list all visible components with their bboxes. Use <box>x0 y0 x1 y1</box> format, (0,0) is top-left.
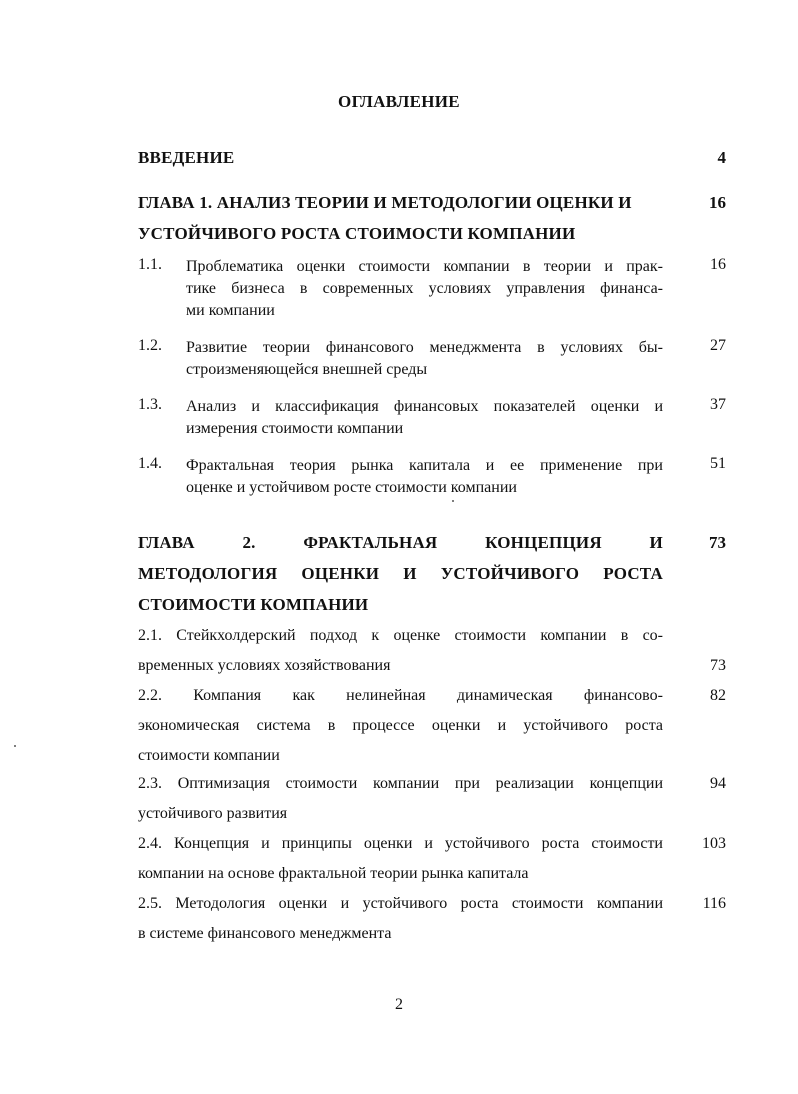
section-1-2-page: 27 <box>710 337 726 354</box>
toc-word: УСТОЙЧИВОГО <box>440 564 580 583</box>
section-2-1-text <box>138 621 663 681</box>
toc-word: динамическая <box>456 687 553 704</box>
toc-word: ГЛАВА <box>138 533 195 552</box>
section-1-3-number: 1.3. <box>138 396 162 413</box>
toc-title: ОГЛАВЛЕНИЕ <box>338 92 460 111</box>
toc-word: ФРАКТАЛЬНАЯ <box>303 533 438 552</box>
toc-line: 2.1. Стейкхолдерский подход к оценке стоимости компании в со- <box>138 627 663 644</box>
section-2-4-page: 103 <box>702 835 726 852</box>
toc-line: временных условиях хозяйствования <box>138 657 391 674</box>
toc-word: 2. <box>242 533 256 552</box>
toc-line: 2.5. Методология оценки и устойчивого роста стоимости компании <box>138 895 663 912</box>
intro-label: ВВЕДЕНИЕ <box>138 148 235 167</box>
toc-line: Анализ и классификация финансовых показателей оценки и <box>186 398 663 415</box>
section-2-2-text <box>138 681 663 771</box>
toc-line: экономическая система в процессе оценки и устойчивого роста <box>138 717 663 734</box>
section-1-4-text <box>186 455 663 499</box>
section-1-2-number: 1.2. <box>138 337 162 354</box>
section-1-1-page: 16 <box>710 256 726 273</box>
toc-line: Фрактальная теория рынка капитала и ее применение при <box>186 457 663 474</box>
section-1-3-page: 37 <box>710 396 726 413</box>
section-1-1-text <box>186 256 663 322</box>
toc-word: Компания <box>193 687 262 704</box>
toc-word: И <box>649 533 663 552</box>
section-1-4-page: 51 <box>710 455 726 472</box>
toc-line: оценке и устойчивом росте стоимости компании <box>186 479 517 496</box>
chapter1-page: 16 <box>709 193 726 212</box>
section-1-2-text <box>186 337 663 381</box>
toc-line: тике бизнеса в современных условиях управления финанса- <box>186 280 663 297</box>
chapter2-title-line3: СТОИМОСТИ КОМПАНИИ <box>138 595 369 614</box>
toc-word: как <box>292 687 315 704</box>
toc-word: ОЦЕНКИ <box>301 564 380 583</box>
scan-speck <box>452 500 454 502</box>
section-1-3-text <box>186 396 663 440</box>
toc-line: в системе финансового менеджмента <box>138 925 392 942</box>
toc-line: компании на основе фрактальной теории рынка капитала <box>138 865 529 882</box>
toc-word: КОНЦЕПЦИЯ <box>485 533 602 552</box>
section-2-2-page: 82 <box>710 687 726 704</box>
toc-word: финансово- <box>583 687 663 704</box>
toc-word: нелинейная <box>346 687 426 704</box>
toc-line: стоимости компании <box>138 747 280 764</box>
toc-word: МЕТОДОЛОГИЯ <box>138 564 278 583</box>
toc-word: И <box>403 564 417 583</box>
toc-line: ми компании <box>186 302 275 319</box>
section-2-1-page: 73 <box>710 657 726 674</box>
chapter1-title-line1: ГЛАВА 1. АНАЛИЗ ТЕОРИИ И МЕТОДОЛОГИИ ОЦЕНКИ И <box>138 193 632 212</box>
toc-line: измерения стоимости компании <box>186 420 404 437</box>
section-1-1-number: 1.1. <box>138 256 162 273</box>
toc-line: 2.3. Оптимизация стоимости компании при реализации концепции <box>138 775 663 792</box>
toc-line: Проблематика оценки стоимости компании в теории и прак- <box>186 258 663 275</box>
toc-line: 2.4. Концепция и принципы оценки и устойчивого роста стоимости <box>138 835 663 852</box>
chapter2-title-line2 <box>138 564 663 584</box>
section-2-5-text <box>138 889 663 949</box>
chapter2-title-line1 <box>138 533 663 553</box>
section-2-5-page: 116 <box>702 895 726 912</box>
section-2-4-text <box>138 829 663 889</box>
toc-word: РОСТА <box>603 564 663 583</box>
chapter1-title-line2: УСТОЙЧИВОГО РОСТА СТОИМОСТИ КОМПАНИИ <box>138 224 576 243</box>
section-2-3-text <box>138 769 663 829</box>
toc-line: Развитие теории финансового менеджмента в условиях бы- <box>186 339 663 356</box>
page-number: 2 <box>395 996 403 1013</box>
toc-line <box>138 681 663 711</box>
scan-speck <box>14 745 16 747</box>
toc-line: строизменяющейся внешней среды <box>186 361 428 378</box>
section-1-4-number: 1.4. <box>138 455 162 472</box>
chapter2-page: 73 <box>709 533 726 552</box>
section-2-3-page: 94 <box>710 775 726 792</box>
toc-line: устойчивого развития <box>138 805 288 822</box>
intro-page: 4 <box>717 148 726 167</box>
toc-word: 2.2. <box>138 687 162 704</box>
